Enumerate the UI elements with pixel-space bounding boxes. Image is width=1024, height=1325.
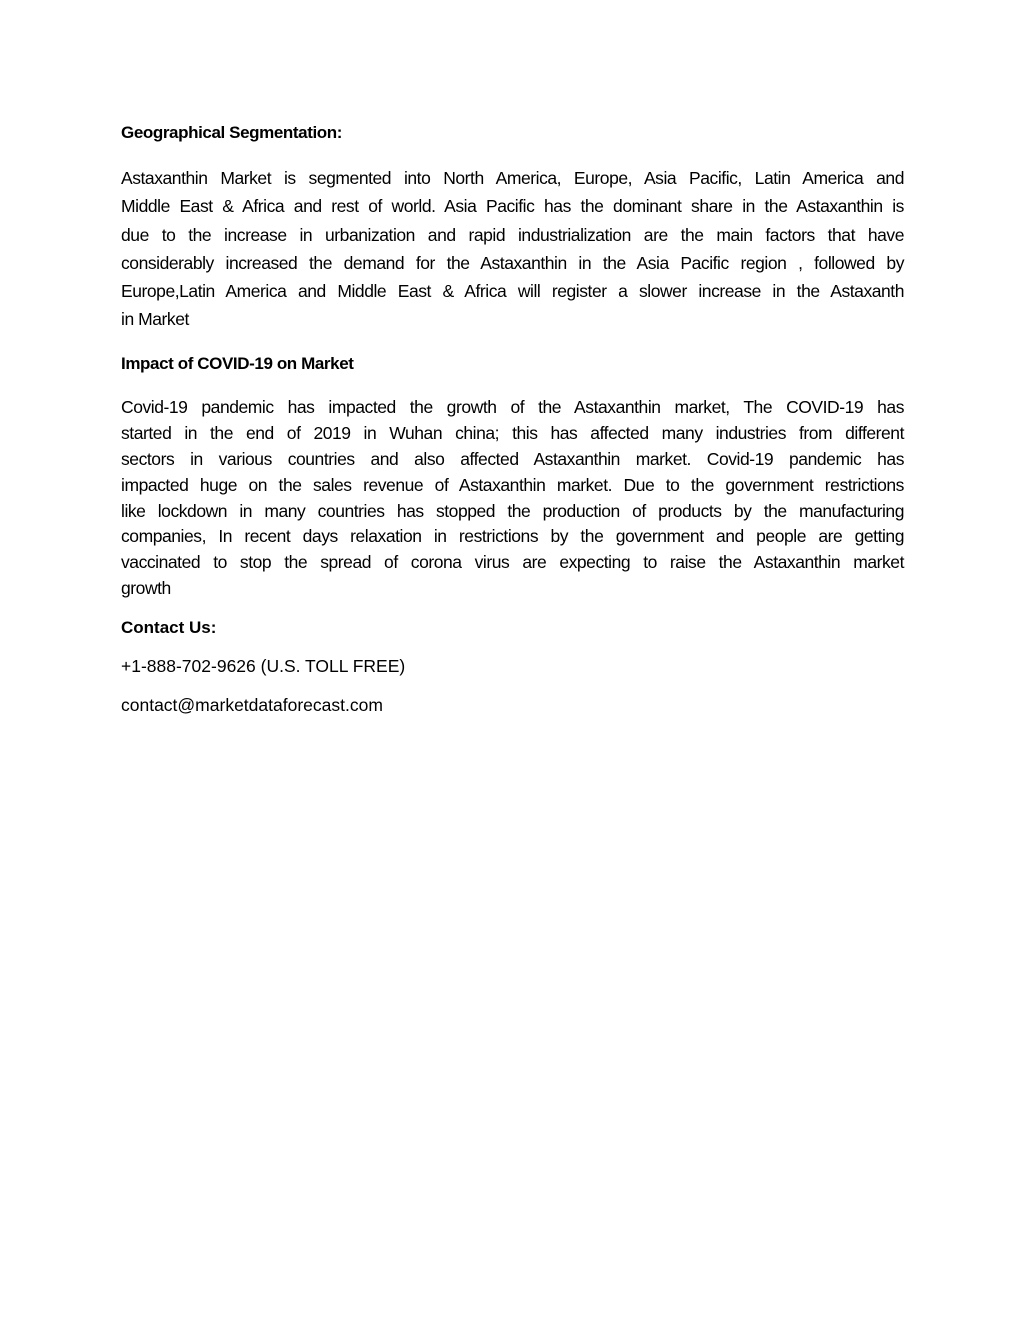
contact-phone[interactable]: +1-888-702-9626 (U.S. TOLL FREE) (121, 656, 406, 676)
paragraph-line: companies, In recent days relaxation in restrictions by the government and people are getting (121, 526, 904, 547)
contact-email-link[interactable]: contact@marketdataforecast.com (121, 695, 383, 715)
paragraph-line: Astaxanthin Market is segmented into North America, Europe, Asia Pacific, Latin America and (121, 168, 904, 188)
section-heading-covid-impact: Impact of COVID-19 on Market (121, 354, 354, 373)
paragraph-line: Covid-19 pandemic has impacted the growth of the Astaxanthin market, The COVID-19 has (121, 397, 904, 417)
paragraph-line: Middle East & Africa and rest of world. Asia Pacific has the dominant share in the Astaxanthin is (121, 196, 904, 217)
paragraph-line: started in the end of 2019 in Wuhan china; this has affected many industries from different (121, 422, 904, 443)
paragraph-line: growth (121, 578, 171, 599)
paragraph-line: like lockdown in many countries has stopped the production of products by the manufacturing (121, 500, 904, 521)
paragraph-line: vaccinated to stop the spread of corona virus are expecting to raise the Astaxanthin market (121, 552, 904, 573)
section-heading-contact-us: Contact Us: (121, 618, 217, 637)
section-heading-geographical-segmentation: Geographical Segmentation: (121, 123, 343, 142)
paragraph-line: Europe,Latin America and Middle East & Africa will register a slower increase in the Astaxanth (121, 281, 904, 302)
paragraph-line: impacted huge on the sales revenue of Astaxanthin market. Due to the government restrictions (121, 474, 904, 495)
paragraph-line: due to the increase in urbanization and rapid industrialization are the main factors that have (121, 224, 904, 245)
paragraph-line: in Market (121, 309, 189, 330)
paragraph-line: considerably increased the demand for the Astaxanthin in the Asia Pacific region , followed by (121, 252, 904, 273)
paragraph-geographical-segmentation (121, 164, 904, 334)
paragraph-covid-impact (121, 395, 904, 602)
paragraph-line: sectors in various countries and also affected Astaxanthin market. Covid-19 pandemic has (121, 448, 904, 469)
